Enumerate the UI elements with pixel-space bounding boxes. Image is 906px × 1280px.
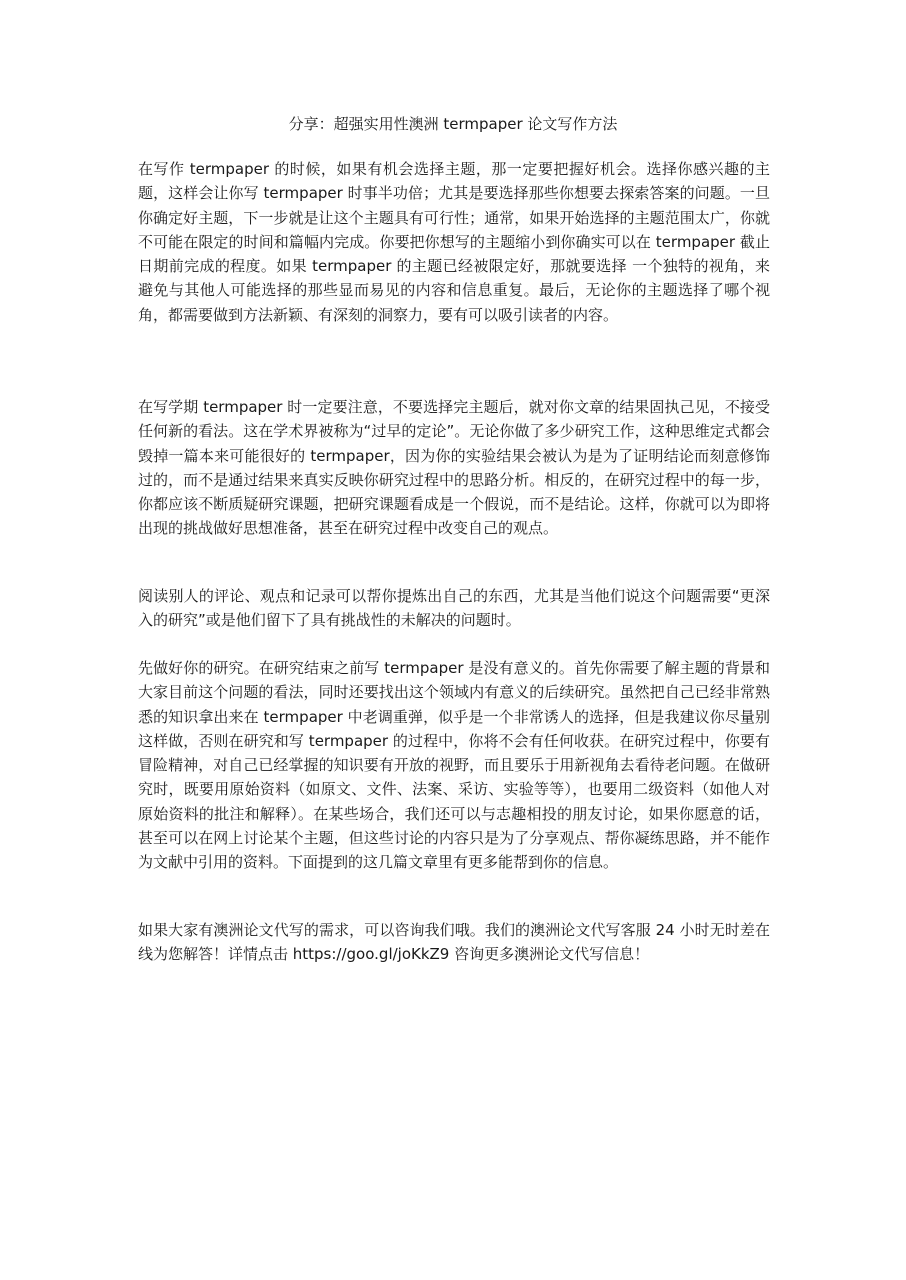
paragraph-service-contact: 如果大家有澳洲论文代写的需求，可以咨询我们哦。我们的澳洲论文代写客服 24 小时无时差在线为您解答！详情点击 https://goo.gl/joKkZ9 咨询更多澳洲论文代写信息！ (138, 921, 770, 964)
paragraph-research-first: 先做好你的研究。在研究结束之前写 termpaper 是没有意义的。首先你需要了解主题的背景和大家目前这个问题的看法，同时还要找出这个领域内有意义的后续研究。虽然把自己已经非常熟悉的知识拿出来在 termpaper 中老调重弹，似乎是一个非常诱人的选择，但是我建议你尽量别这样做，否则在研究和写 termpaper 的过程中，你将不会有任何收获。在研究过程中，你要有冒险精神，对自己已经掌握的知识要有开放的视野，而且要乐于用新视角去看待老问题。在做研究时，既要用原始资料（如原文、文件、法案、采访、实验等等），也要用二级资料（如他人对原始资料的批注和解释）。在某些场合，我们还可以与志趣相投的朋友讨论，如果你愿意的话，甚至可以在网上讨论某个主题，但这些讨论的内容只是为了分享观点、帮你凝练思路，并不能作为文献中引用的资料。下面提到的这几篇文章里有更多能帮到你的信息。 (138, 659, 770, 872)
paragraph-reading-others: 阅读别人的评论、观点和记录可以帮你提炼出自己的东西，尤其是当他们说这个问题需要“更深入的研究”或是他们留下了具有挑战性的未解决的问题时。 (138, 587, 770, 630)
paragraph-premature-conclusion: 在写学期 termpaper 时一定要注意，不要选择完主题后，就对你文章的结果固执己见，不接受任何新的看法。这在学术界被称为“过早的定论”。无论你做了多少研究工作，这种思维定式都会毁掉一篇本来可能很好的 termpaper，因为你的实验结果会被认为是为了证明结论而刻意修饰过的，而不是通过结果来真实反映你研究过程中的思路分析。相反的，在研究过程中的每一步，你都应该不断质疑研究课题，把研究课题看成是一个假说，而不是结论。这样，你就可以为即将出现的挑战做好思想准备，甚至在研究过程中改变自己的观点。 (138, 398, 770, 538)
paragraph-topic-selection: 在写作 termpaper 的时候，如果有机会选择主题，那一定要把握好机会。选择你感兴趣的主题，这样会让你写 termpaper 时事半功倍；尤其是要选择那些你想要去探索答案的问题。一旦你确定好主题，下一步就是让这个主题具有可行性；通常，如果开始选择的主题范围太广，你就不可能在限定的时间和篇幅内完成。你要把你想写的主题缩小到你确实可以在 termpaper 截止日期前完成的程度。如果 termpaper 的主题已经被限定好，那就要选择 一个独特的视角，来避免与其他人可能选择的那些显而易见的内容和信息重复。最后，无论你的主题选择了哪个视角，都需要做到方法新颖、有深刻的洞察力，要有可以吸引读者的内容。 (138, 160, 770, 324)
document-title: 分享：超强实用性澳洲 termpaper 论文写作方法 (288, 115, 618, 133)
